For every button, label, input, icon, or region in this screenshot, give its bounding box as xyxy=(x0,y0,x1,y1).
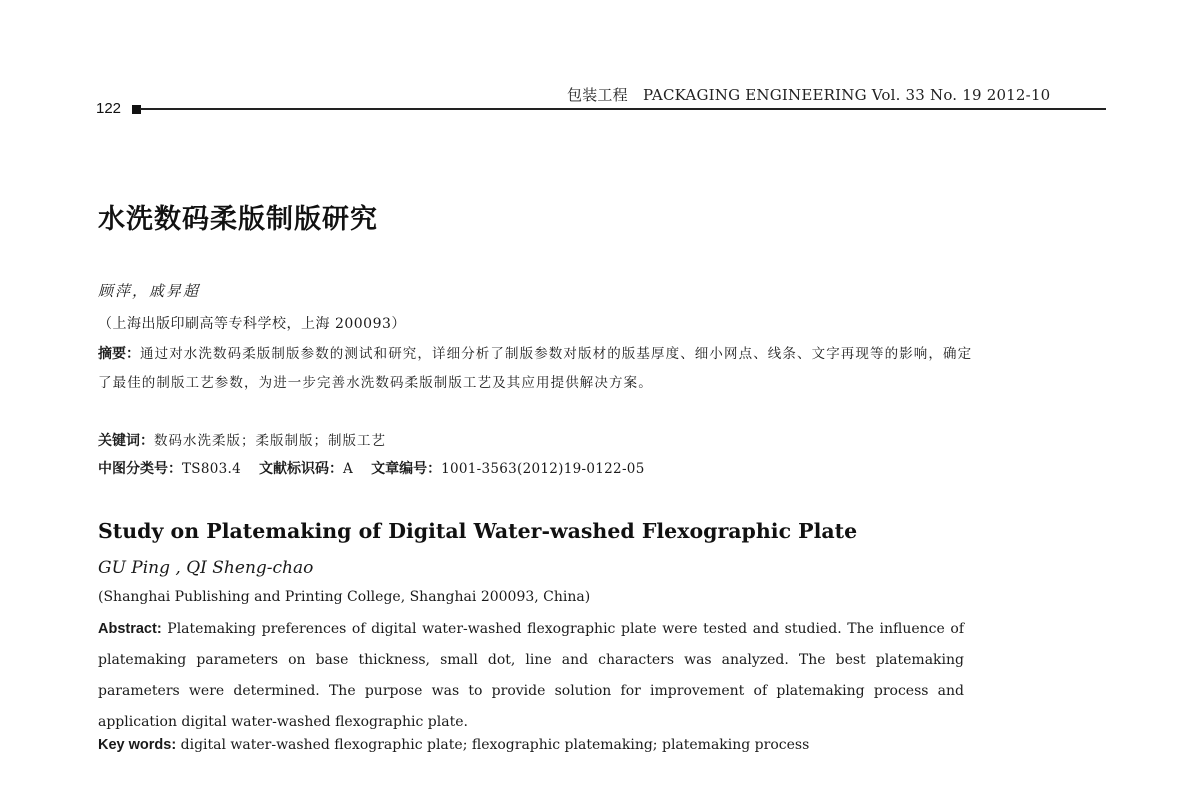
chinese-affiliation: （上海出版印刷高等专科学校，上海 200093） xyxy=(98,316,406,332)
english-keywords-label: Key words: xyxy=(98,737,177,753)
chinese-authors: 顾萍，戚昇超 xyxy=(98,282,201,300)
header-rule xyxy=(140,108,1106,110)
english-abstract xyxy=(98,614,964,738)
article-no-value: 1001-3563(2012)19-0122-05 xyxy=(441,461,645,477)
chinese-title: 水洗数码柔版制版研究 xyxy=(98,204,378,235)
header-marker xyxy=(132,105,141,114)
english-abstract-text: Platemaking preferences of digital water-washed flexographic plate were tested and studied. The influence of platemaking parameters on base thickness, small dot, line and characters was analyzed. The best platemaking parameters were determined. The purpose was to provide solution for improvement of platemaking process and application digital water-washed flexographic plate. xyxy=(98,621,965,730)
chinese-abstract-text: 通过对水洗数码柔版制版参数的测试和研究，详细分析了制版参数对版材的版基厚度、细小网点、线条、文字再现等的影响，确定了最佳的制版工艺参数，为进一步完善水洗数码柔版制版工艺及其应用提供解决方案。 xyxy=(98,346,973,391)
doc-code-value: A xyxy=(343,461,354,477)
chinese-keywords-label: 关键词： xyxy=(98,433,154,449)
chinese-abstract xyxy=(98,340,978,398)
chinese-keywords-text: 数码水洗柔版；柔版制版；制版工艺 xyxy=(154,433,386,449)
article-no-label: 文章编号： xyxy=(371,461,442,477)
english-abstract-label: Abstract: xyxy=(98,621,162,637)
english-affiliation: (Shanghai Publishing and Printing College, Shanghai 200093, China) xyxy=(98,589,591,605)
english-authors: GU Ping , QI Sheng-chao xyxy=(98,558,314,578)
page-number: 122 xyxy=(96,100,122,117)
journal-header: 包装工程 PACKAGING ENGINEERING Vol. 33 No. 19 2012-10 xyxy=(567,86,1051,104)
english-keywords-text: digital water-washed flexographic plate; flexographic platemaking; platemaking process xyxy=(180,737,810,753)
english-title: Study on Platemaking of Digital Water-washed Flexographic Plate xyxy=(98,519,858,543)
clc-value: TS803.4 xyxy=(182,461,242,477)
chinese-abstract-label: 摘要： xyxy=(98,346,140,362)
doc-code-label: 文献标识码： xyxy=(259,461,344,477)
english-keywords xyxy=(98,737,809,753)
chinese-keywords xyxy=(98,429,386,450)
classification-line xyxy=(98,458,645,478)
clc-label: 中图分类号： xyxy=(98,461,182,477)
